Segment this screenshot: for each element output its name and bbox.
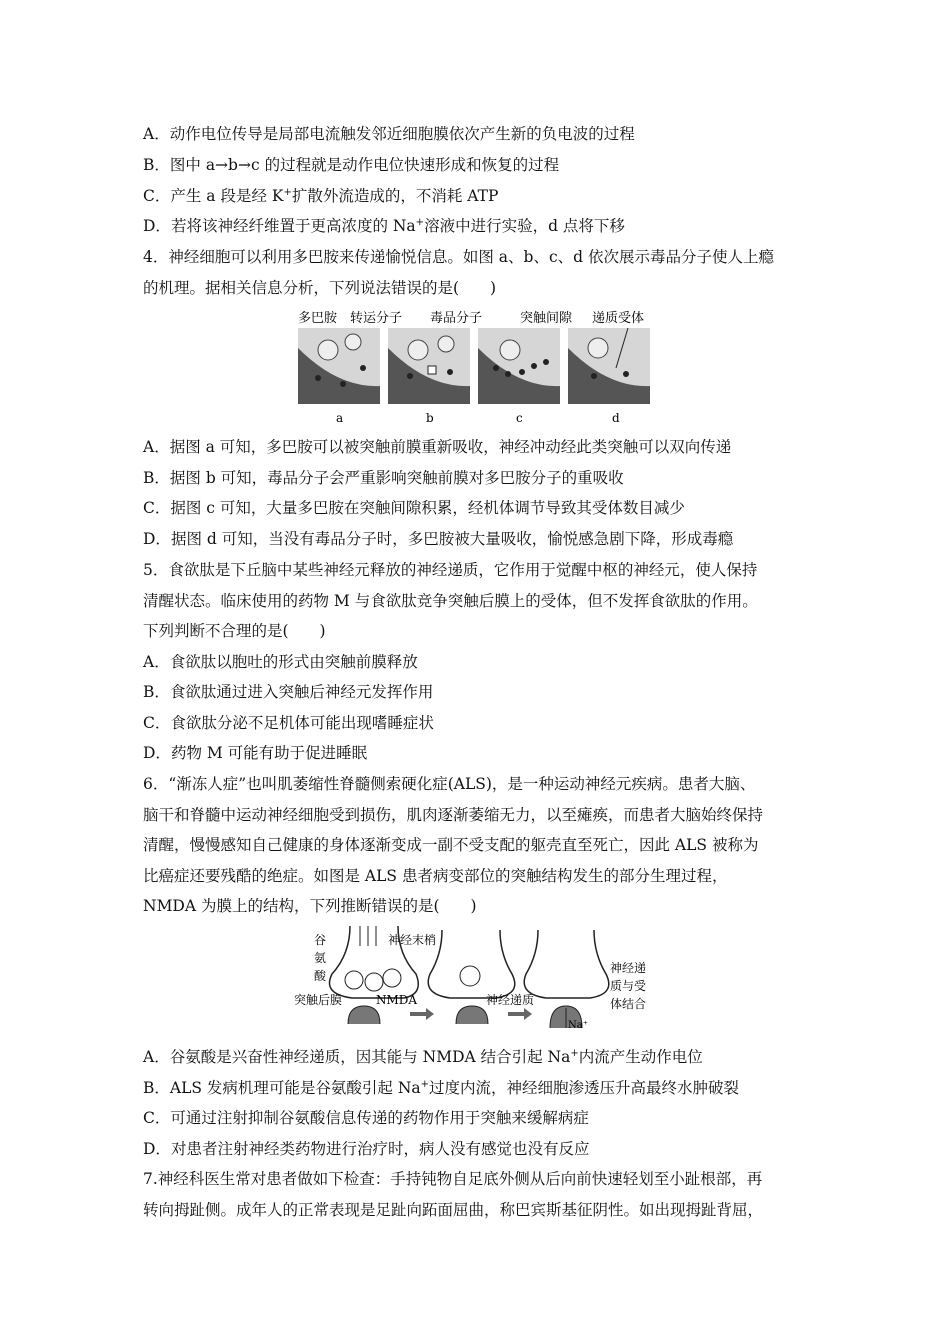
- fig1-panel-label-b: b: [426, 411, 434, 425]
- q5-stem-line-3: 下列判断不合理的是( ): [143, 622, 326, 640]
- q4-option-d: D．据图 d 可知，当没有毒品分子时，多巴胺被大量吸收，愉悦感急剧下降，形成毒瘾: [143, 530, 734, 548]
- q5-option-a: A．食欲肽以胞吐的形式由突触前膜释放: [143, 653, 418, 671]
- q6-option-a: A．谷氨酸是兴奋性神经递质，因其能与 NMDA 结合引起 Na+内流产生动作电位: [143, 1047, 703, 1066]
- q6-option-c: C．可通过注射抑制谷氨酸信息传递的药物作用于突触来缓解病症: [143, 1109, 589, 1127]
- q5-stem-line-2: 清醒状态。临床使用的药物 M 与食欲肽竞争突触后膜上的受体，但不发挥食欲肽的作用。: [143, 592, 758, 610]
- q3-option-d: D．若将该神经纤维置于更高浓度的 Na+溶液中进行实验，d 点将下移: [143, 216, 625, 235]
- q6-stem-line-3: 清醒，慢慢感知自己健康的身体逐渐变成一副不受支配的躯壳直至死亡，因此 ALS 被称为: [143, 836, 759, 854]
- fig2-label-bind-2: 质与受: [610, 979, 647, 993]
- q3-option-c: C．产生 a 段是经 K+扩散外流造成的，不消耗 ATP: [143, 186, 499, 205]
- fig1-panel-a: [298, 328, 380, 404]
- fig2-label-glu-2: 氨: [314, 951, 327, 965]
- fig2-label-transmitter: 神经递质: [486, 993, 535, 1007]
- q6-option-b: B．ALS 发病机理可能是谷氨酸引起 Na+过度内流，神经细胞渗透压升高最终水肿破裂: [143, 1078, 740, 1097]
- fig2-label-bind-3: 体结合: [610, 997, 647, 1011]
- q6-stem-line-5: NMDA 为膜上的结构，下列推断错误的是( ): [143, 897, 477, 915]
- fig1-panel-b: [388, 328, 470, 404]
- q4-stem-line-2: 的机理。据相关信息分析，下列说法错误的是( ): [143, 279, 497, 297]
- fig2-label-bind-1: 神经递: [610, 961, 647, 975]
- fig1-label-transporter: 转运分子: [350, 311, 403, 326]
- q4-option-a: A．据图 a 可知，多巴胺可以被突触前膜重新吸收，神经冲动经此类突触可以双向传递: [143, 438, 732, 456]
- synapse-drug-figure: [296, 306, 658, 430]
- fig1-panel-d: [568, 328, 650, 404]
- q6-option-d: D．对患者注射神经类药物进行治疗时，病人没有感觉也没有反应: [143, 1140, 590, 1158]
- fig1-label-dopamine: 多巴胺: [298, 311, 338, 326]
- q4-option-b: B．据图 b 可知，毒品分子会严重影响突触前膜对多巴胺分子的重吸收: [143, 469, 624, 487]
- q6-stem-line-4: 比癌症还要残酷的绝症。如图是 ALS 患者病变部位的突触结构发生的部分生理过程，: [143, 867, 728, 885]
- q7-stem-line-2: 转向拇趾侧。成年人的正常表现是足趾向跖面屈曲，称巴宾斯基征阴性。如出现拇趾背屈，: [143, 1201, 764, 1219]
- als-synapse-figure: [292, 924, 662, 1034]
- fig1-panel-c: [478, 328, 560, 404]
- fig2-label-glu-3: 酸: [314, 969, 327, 983]
- fig1-label-cleft: 突触间隙: [520, 311, 573, 326]
- fig2-terminal-2: [428, 930, 515, 1024]
- fig1-panel-label-a: a: [336, 411, 344, 425]
- fig1-panels: [298, 328, 650, 404]
- q5-stem-line-1: 5．食欲肽是下丘脑中某些神经元释放的神经递质，它作用于觉醒中枢的神经元，使人保持: [143, 561, 758, 579]
- fig1-panel-label-c: c: [516, 411, 523, 425]
- q6-stem-line-1: 6．“渐冻人症”也叫肌萎缩性脊髓侧索硬化症(ALS)，是一种运动神经元疾病。患者大脑、: [143, 775, 756, 793]
- fig2-label-nmda: NMDA: [376, 993, 418, 1007]
- fig2-arrow-2: [508, 1008, 532, 1020]
- fig1-label-drug: 毒品分子: [430, 311, 483, 326]
- fig2-label-na: Na⁺: [568, 1020, 588, 1031]
- fig2-arrow-1: [410, 1008, 434, 1020]
- q3-option-a: A．动作电位传导是局部电流触发邻近细胞膜依次产生新的负电波的过程: [143, 125, 635, 143]
- q7-stem-line-1: 7.神经科医生常对患者做如下检查：手持钝物自足底外侧从后向前快速轻划至小趾根部，再: [143, 1170, 763, 1188]
- q5-option-d: D．药物 M 可能有助于促进睡眠: [143, 744, 368, 762]
- q4-option-c: C．据图 c 可知，大量多巴胺在突触间隙积累，经机体调节导致其受体数目减少: [143, 499, 685, 517]
- fig1-panel-label-d: d: [612, 411, 620, 425]
- q3-option-b: B．图中 a→b→c 的过程就是动作电位快速形成和恢复的过程: [143, 156, 560, 174]
- fig1-label-receptor: 递质受体: [592, 311, 645, 326]
- fig2-label-terminal: 神经末梢: [388, 933, 437, 947]
- fig2-label-glu-1: 谷: [314, 933, 327, 947]
- fig2-label-postsyn: 突触后膜: [294, 993, 343, 1007]
- fig2-terminal-3: [524, 930, 609, 1028]
- q5-option-b: B．食欲肽通过进入突触后神经元发挥作用: [143, 683, 434, 701]
- q4-stem-line-1: 4．神经细胞可以利用多巴胺来传递愉悦信息。如图 a、b、c、d 依次展示毒品分子使人上瘾: [143, 248, 774, 266]
- q6-stem-line-2: 脑干和脊髓中运动神经细胞受到损伤，肌肉逐渐萎缩无力，以至瘫痪，而患者大脑始终保持: [143, 806, 764, 824]
- q5-option-c: C．食欲肽分泌不足机体可能出现嗜睡症状: [143, 714, 434, 732]
